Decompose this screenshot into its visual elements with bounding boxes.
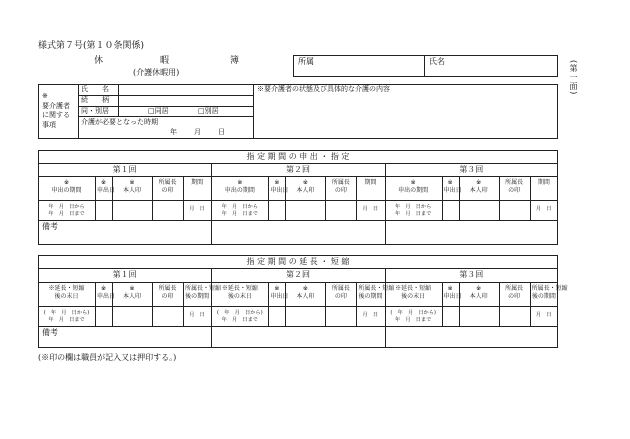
column-header: ※ 本人印 [122, 179, 141, 194]
care-recipient-section-label: ※ 要介護者 に関する 事項 [42, 92, 70, 129]
duration-value[interactable]: 月 日 [362, 206, 379, 212]
form-subtitle: (介護休暇用) [133, 68, 180, 77]
relation-label: 続 柄 [81, 96, 109, 104]
round-label: 第２回 [285, 270, 310, 279]
month-label: 月 [194, 128, 201, 136]
round-label: 第１回 [112, 270, 137, 279]
divider [38, 163, 558, 164]
divider [152, 176, 153, 220]
divider [424, 55, 425, 77]
column-header: 所属長 の印 [158, 179, 177, 194]
column-header: ※延長・短縮 後の末日 [48, 285, 85, 300]
column-header: 所属長 の印 [505, 179, 524, 194]
round-label: 第３回 [459, 270, 484, 279]
column-header: ※ 申出の期間 [398, 179, 429, 194]
affiliation-label: 所属 [298, 57, 314, 66]
column-header: ※ 申出日 [443, 285, 462, 300]
divider [325, 282, 326, 326]
column-header: ※ 申出日 [270, 285, 289, 300]
column-header: ※ 申出日 [270, 179, 289, 194]
footnote: (※印の欄は職員が記入又は押印する。) [38, 353, 177, 362]
divider [183, 176, 184, 220]
divider [211, 163, 212, 245]
column-header: ※ 申出日 [97, 179, 116, 194]
extension-remarks-label: 備考 [42, 328, 58, 337]
care-condition-label: ※要介護者の状態及び具体的な介護の内容 [257, 85, 390, 93]
period-value[interactable]: 年 月 日から 年 月 日まで [221, 204, 258, 217]
column-header: 所属長 の印 [505, 285, 524, 300]
divider [118, 84, 119, 116]
divider [442, 176, 443, 220]
year-label: 年 [170, 128, 177, 136]
duration-value[interactable]: 月 日 [362, 312, 379, 318]
column-header: 期間 [537, 179, 550, 186]
divider [78, 116, 253, 117]
column-header: ※ 本人印 [122, 285, 141, 300]
title-char-1: 休 [94, 56, 104, 66]
living-arrangement-label: 同・別居 [81, 107, 109, 115]
divider [268, 176, 269, 220]
column-header: ※ 本人印 [296, 179, 315, 194]
divider [325, 176, 326, 220]
side-note: (第一面) [569, 60, 578, 96]
divider [499, 282, 500, 326]
column-header: ※ 本人印 [469, 285, 488, 300]
divider [268, 282, 269, 326]
designation-remarks-label: 備考 [42, 222, 58, 231]
column-header: ※ 本人印 [296, 285, 315, 300]
round-label: 第２回 [285, 165, 310, 174]
column-header: ※ 本人印 [469, 179, 488, 194]
column-header: 所属長・短縮 後の期間 [531, 285, 568, 300]
divider [95, 282, 96, 326]
divider [38, 282, 558, 283]
divider [112, 176, 113, 220]
divider [112, 282, 113, 326]
column-header: ※ 申出の期間 [224, 179, 255, 194]
divider [38, 268, 558, 269]
divider [38, 306, 558, 307]
column-header: ※延長・短縮 後の末日 [221, 285, 258, 300]
designation-title: 指 定 期 間 の 申 出 ・ 指 定 [246, 152, 350, 161]
period-value[interactable]: ( 年 月 日から) 年 月 日まで [217, 310, 263, 323]
extension-title: 指 定 期 間 の 延 長 ・ 短 縮 [246, 257, 350, 266]
column-header: 所属長 の印 [331, 285, 350, 300]
column-header: 所属長・短縮 後の期間 [185, 285, 222, 300]
round-label: 第１回 [112, 165, 137, 174]
period-value[interactable]: 年 月 日から 年 月 日まで [48, 204, 85, 217]
separate-residence-checkbox[interactable]: □別居 [198, 107, 219, 115]
column-header: ※ 申出の期間 [51, 179, 82, 194]
care-start-label: 介護が必要となった時期 [81, 118, 158, 126]
divider [38, 176, 558, 177]
duration-value[interactable]: 月 日 [189, 312, 205, 318]
period-value[interactable]: 年 月 日から 年 月 日まで [394, 204, 432, 217]
divider [253, 84, 254, 139]
column-header: 期間 [364, 179, 377, 186]
column-header: ※延長・短縮 後の末日 [395, 285, 432, 300]
affiliation-name-box [293, 55, 558, 77]
divider [459, 176, 460, 220]
divider [38, 326, 558, 327]
divider [38, 220, 558, 221]
divider [38, 200, 558, 201]
duration-value[interactable]: 月 日 [189, 206, 205, 212]
divider [285, 176, 286, 220]
title-char-2: 暇 [160, 56, 170, 66]
column-header: 期間 [191, 179, 204, 186]
period-value[interactable]: ( 年 月 日から) 年 月 日まで [43, 310, 90, 323]
divider [356, 176, 357, 220]
form-number: 様式第７号(第１０条関係) [38, 41, 145, 51]
duration-value[interactable]: 月 日 [535, 206, 552, 212]
divider [183, 282, 184, 326]
name-label: 氏名 [429, 57, 445, 66]
column-header: 所属長・短縮 後の期間 [358, 285, 395, 300]
divider [152, 282, 153, 326]
divider [385, 268, 386, 348]
day-label: 日 [218, 128, 225, 136]
divider [78, 84, 79, 139]
divider [285, 282, 286, 326]
title-char-3: 簿 [230, 56, 240, 66]
divider [459, 282, 460, 326]
round-label: 第３回 [459, 165, 484, 174]
divider [499, 176, 500, 220]
recipient-name-label: 氏 名 [81, 85, 109, 93]
divider [356, 282, 357, 326]
column-header: 所属長 の印 [331, 179, 350, 194]
divider [442, 282, 443, 326]
divider [95, 176, 96, 220]
column-header: 所属長 の印 [158, 285, 177, 300]
column-header: ※ 申出日 [97, 285, 116, 300]
column-header: ※ 申出日 [443, 179, 462, 194]
divider [530, 176, 531, 220]
same-residence-checkbox[interactable]: □同居 [148, 107, 169, 115]
divider [530, 282, 531, 326]
divider [211, 268, 212, 348]
duration-value[interactable]: 月 日 [535, 312, 552, 318]
period-value[interactable]: ( 年 月 日から) 年 月 日まで [390, 310, 436, 323]
